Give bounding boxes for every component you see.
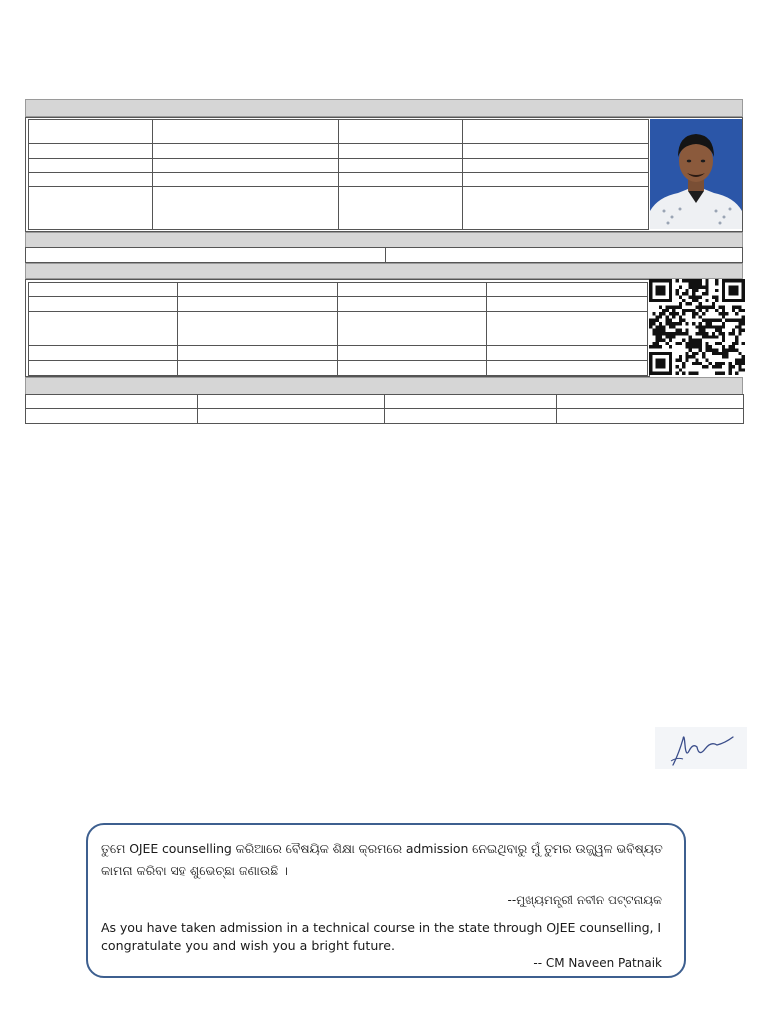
table-cell bbox=[339, 187, 463, 230]
table-cell bbox=[557, 395, 744, 409]
table-cell bbox=[338, 361, 487, 376]
table-cell bbox=[339, 173, 463, 187]
table-cell bbox=[198, 409, 385, 424]
message-line-odia-1: ତୁମେ OJEE counselling କରିଆରେ ବୈଷୟିକ ଶିକ୍ଷା କ୍ରମରେ admission ନେଇଥିବାରୁ ମୁଁ ତୁମର ଉଜ୍ଜ୍ୱଳ ଭବିଷ୍ୟତ bbox=[101, 841, 663, 856]
table-cell bbox=[153, 159, 339, 173]
table-cell bbox=[463, 120, 649, 144]
admission-details-table bbox=[28, 282, 648, 376]
table-cell bbox=[487, 297, 648, 312]
cm-message-box bbox=[86, 823, 686, 978]
table-cell bbox=[29, 346, 178, 361]
table-cell bbox=[29, 312, 178, 346]
table-cell bbox=[385, 409, 557, 424]
table-cell bbox=[338, 283, 487, 297]
message-line-english-2: congratulate you and wish you a bright future. bbox=[101, 938, 395, 953]
fee-details-table bbox=[25, 394, 744, 424]
table-cell bbox=[463, 187, 649, 230]
table-cell bbox=[29, 187, 153, 230]
table-cell bbox=[26, 409, 198, 424]
table-cell bbox=[339, 159, 463, 173]
table-cell bbox=[338, 346, 487, 361]
person-photo-icon bbox=[650, 119, 742, 229]
signature-icon bbox=[655, 727, 747, 769]
table-cell bbox=[487, 283, 648, 297]
section-header-band-2 bbox=[25, 232, 743, 248]
table-cell bbox=[338, 312, 487, 346]
table-cell bbox=[29, 144, 153, 159]
table-cell bbox=[385, 395, 557, 409]
candidate-photo bbox=[650, 119, 742, 229]
table-cell bbox=[339, 120, 463, 144]
table-cell bbox=[153, 144, 339, 159]
table-cell bbox=[153, 120, 339, 144]
message-line-odia-2: କାମନା କରିବା ସହ ଶୁଭେଚ୍ଛା ଜଣାଉଛି । bbox=[101, 863, 288, 878]
table-cell bbox=[178, 346, 338, 361]
table-cell bbox=[178, 361, 338, 376]
message-line-english-1: As you have taken admission in a technical course in the state through OJEE counselling, I bbox=[101, 920, 661, 935]
table-cell bbox=[487, 361, 648, 376]
table-cell bbox=[29, 173, 153, 187]
table-cell bbox=[29, 159, 153, 173]
table-cell bbox=[178, 297, 338, 312]
section-header-band-3 bbox=[25, 263, 743, 279]
personal-details-table bbox=[28, 119, 649, 230]
table-cell bbox=[386, 248, 743, 263]
table-cell bbox=[29, 120, 153, 144]
table-cell bbox=[463, 144, 649, 159]
table-cell bbox=[463, 173, 649, 187]
table-cell bbox=[178, 283, 338, 297]
table-cell bbox=[198, 395, 385, 409]
table-cell bbox=[26, 248, 386, 263]
table-cell bbox=[29, 283, 178, 297]
message-signoff-english: -- CM Naveen Patnaik bbox=[533, 956, 662, 970]
message-signoff-odia: --ମୁଖ୍ୟମନ୍ତ୍ରୀ ନବୀନ ପଟ୍ଟନାୟକ bbox=[507, 893, 662, 907]
table-cell bbox=[29, 361, 178, 376]
qr-code-icon bbox=[649, 279, 745, 375]
section-header-band-4 bbox=[25, 377, 743, 395]
table-cell bbox=[153, 187, 339, 230]
table-cell bbox=[339, 144, 463, 159]
table-cell bbox=[29, 297, 178, 312]
table-cell bbox=[26, 395, 198, 409]
table-cell bbox=[463, 159, 649, 173]
table-cell bbox=[338, 297, 487, 312]
table-cell bbox=[487, 312, 648, 346]
table-cell bbox=[178, 312, 338, 346]
table-cell bbox=[487, 346, 648, 361]
table-cell bbox=[153, 173, 339, 187]
signature-image bbox=[655, 727, 747, 769]
section-header-band-1 bbox=[25, 99, 743, 117]
table-cell bbox=[557, 409, 744, 424]
institute-table bbox=[25, 247, 743, 263]
